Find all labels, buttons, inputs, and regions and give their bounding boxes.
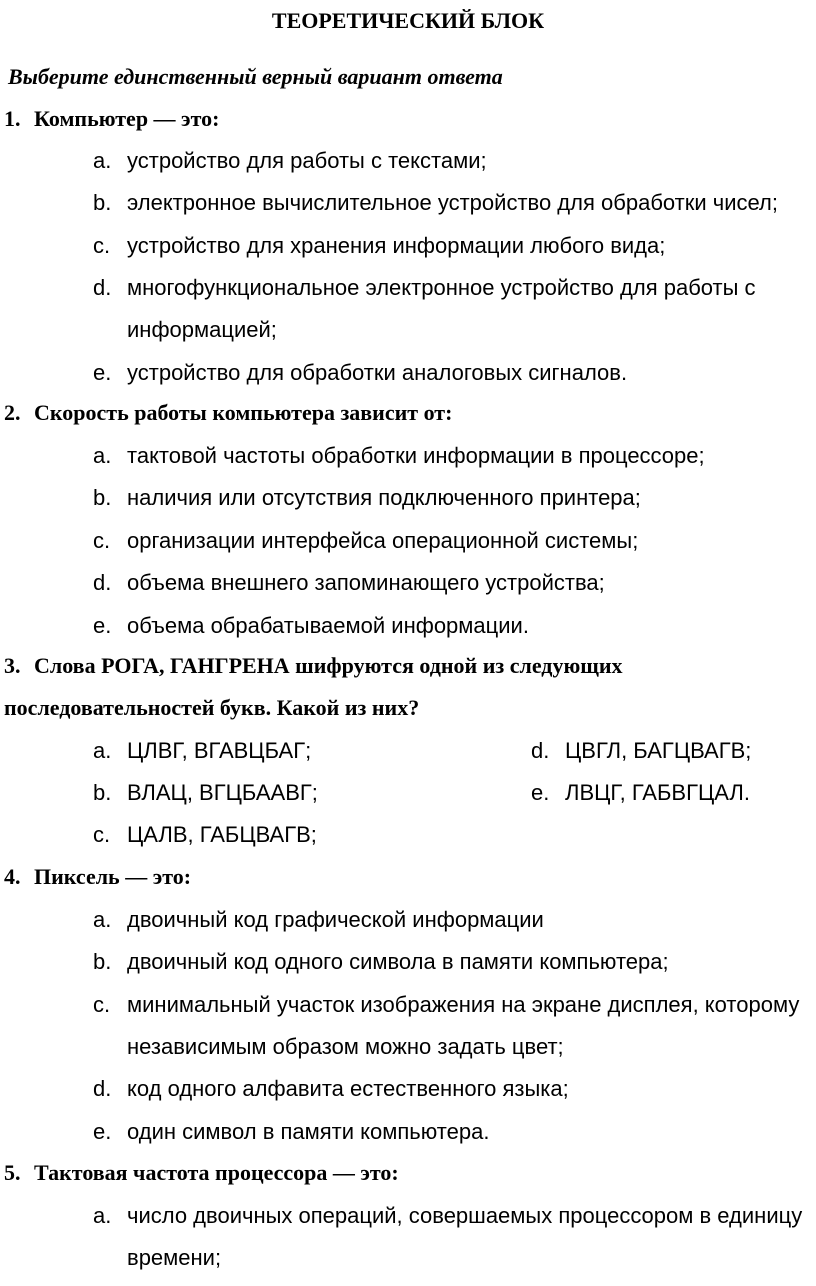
option-letter: a. — [93, 148, 112, 173]
option-text: ЛВЦГ, ГАБВГЦАЛ. — [565, 780, 750, 805]
question-5 — [4, 1158, 399, 1188]
question-1 — [4, 104, 219, 134]
option-text: устройство для хранения информации любого вида; — [127, 233, 666, 258]
option-letter: b. — [93, 190, 112, 215]
question-number: 2. — [4, 400, 21, 425]
option-letter: d. — [93, 1076, 112, 1101]
option-text: двоичный код одного символа в памяти компьютера; — [127, 949, 669, 974]
option-5a-continuation: времени; — [127, 1245, 222, 1270]
question-3 — [4, 651, 623, 681]
option-letter: d. — [93, 570, 112, 595]
option-text: организации интерфейса операционной системы; — [127, 528, 639, 553]
option-letter: c. — [93, 528, 111, 553]
option-letter: e. — [93, 360, 112, 385]
option-text: устройство для работы с текстами; — [127, 148, 487, 173]
option-text: наличия или отсутствия подключенного принтера; — [127, 485, 641, 510]
option-letter: d. — [531, 738, 550, 763]
option-text: тактовой частоты обработки информации в процессоре; — [127, 443, 705, 468]
question-text: Слова РОГА, ГАНГРЕНА шифруются одной из следующих — [34, 653, 623, 678]
question-number: 4. — [4, 864, 21, 889]
option-text: объема внешнего запоминающего устройства; — [127, 570, 605, 595]
question-3-continuation: последовательностей букв. Какой из них? — [4, 695, 420, 720]
question-number: 3. — [4, 653, 21, 678]
option-text: устройство для обработки аналоговых сигналов. — [127, 360, 628, 385]
option-letter: d. — [93, 275, 112, 300]
question-text: Компьютер — это: — [34, 106, 220, 131]
option-letter: a. — [93, 907, 112, 932]
question-text: Пиксель — это: — [34, 864, 192, 889]
option-text: код одного алфавита естественного языка; — [127, 1076, 569, 1101]
option-text: ЦВГЛ, БАГЦВАГВ; — [565, 738, 752, 763]
question-4 — [4, 862, 191, 892]
option-letter: b. — [93, 949, 112, 974]
option-letter: c. — [93, 992, 111, 1017]
option-text: двоичный код графической информации — [127, 907, 544, 932]
instruction: Выберите единственный верный вариант ответа — [8, 64, 503, 89]
option-text: число двоичных операций, совершаемых процессором в единицу — [127, 1203, 803, 1228]
option-text: объема обрабатываемой информации. — [127, 613, 529, 638]
option-letter: b. — [93, 485, 112, 510]
option-letter: e. — [93, 1119, 112, 1144]
option-text: один символ в памяти компьютера. — [127, 1119, 490, 1144]
question-2 — [4, 398, 452, 428]
option-text: ВЛАЦ, ВГЦБААВГ; — [127, 780, 318, 805]
option-letter: c. — [93, 233, 111, 258]
option-text: многофункциональное электронное устройство для работы с — [127, 275, 756, 300]
option-letter: e. — [531, 780, 550, 805]
option-letter: e. — [93, 613, 112, 638]
option-text: электронное вычислительное устройство для обработки чисел; — [127, 190, 778, 215]
option-4c-continuation: независимым образом можно задать цвет; — [127, 1034, 564, 1059]
option-letter: a. — [93, 443, 112, 468]
option-letter: b. — [93, 780, 112, 805]
question-number: 1. — [4, 106, 21, 131]
question-text: Тактовая частота процессора — это: — [34, 1160, 399, 1185]
page-title: ТЕОРЕТИЧЕСКИЙ БЛОК — [271, 8, 545, 33]
option-text: ЦЛВГ, ВГАВЦБАГ; — [127, 738, 312, 763]
option-1d-continuation: информацией; — [127, 317, 277, 342]
option-letter: a. — [93, 1203, 112, 1228]
option-text: минимальный участок изображения на экране дисплея, которому — [127, 992, 800, 1017]
question-number: 5. — [4, 1160, 21, 1185]
option-letter: c. — [93, 822, 111, 847]
question-text: Скорость работы компьютера зависит от: — [34, 400, 453, 425]
option-text: ЦАЛВ, ГАБЦВАГВ; — [127, 822, 317, 847]
option-letter: a. — [93, 738, 112, 763]
